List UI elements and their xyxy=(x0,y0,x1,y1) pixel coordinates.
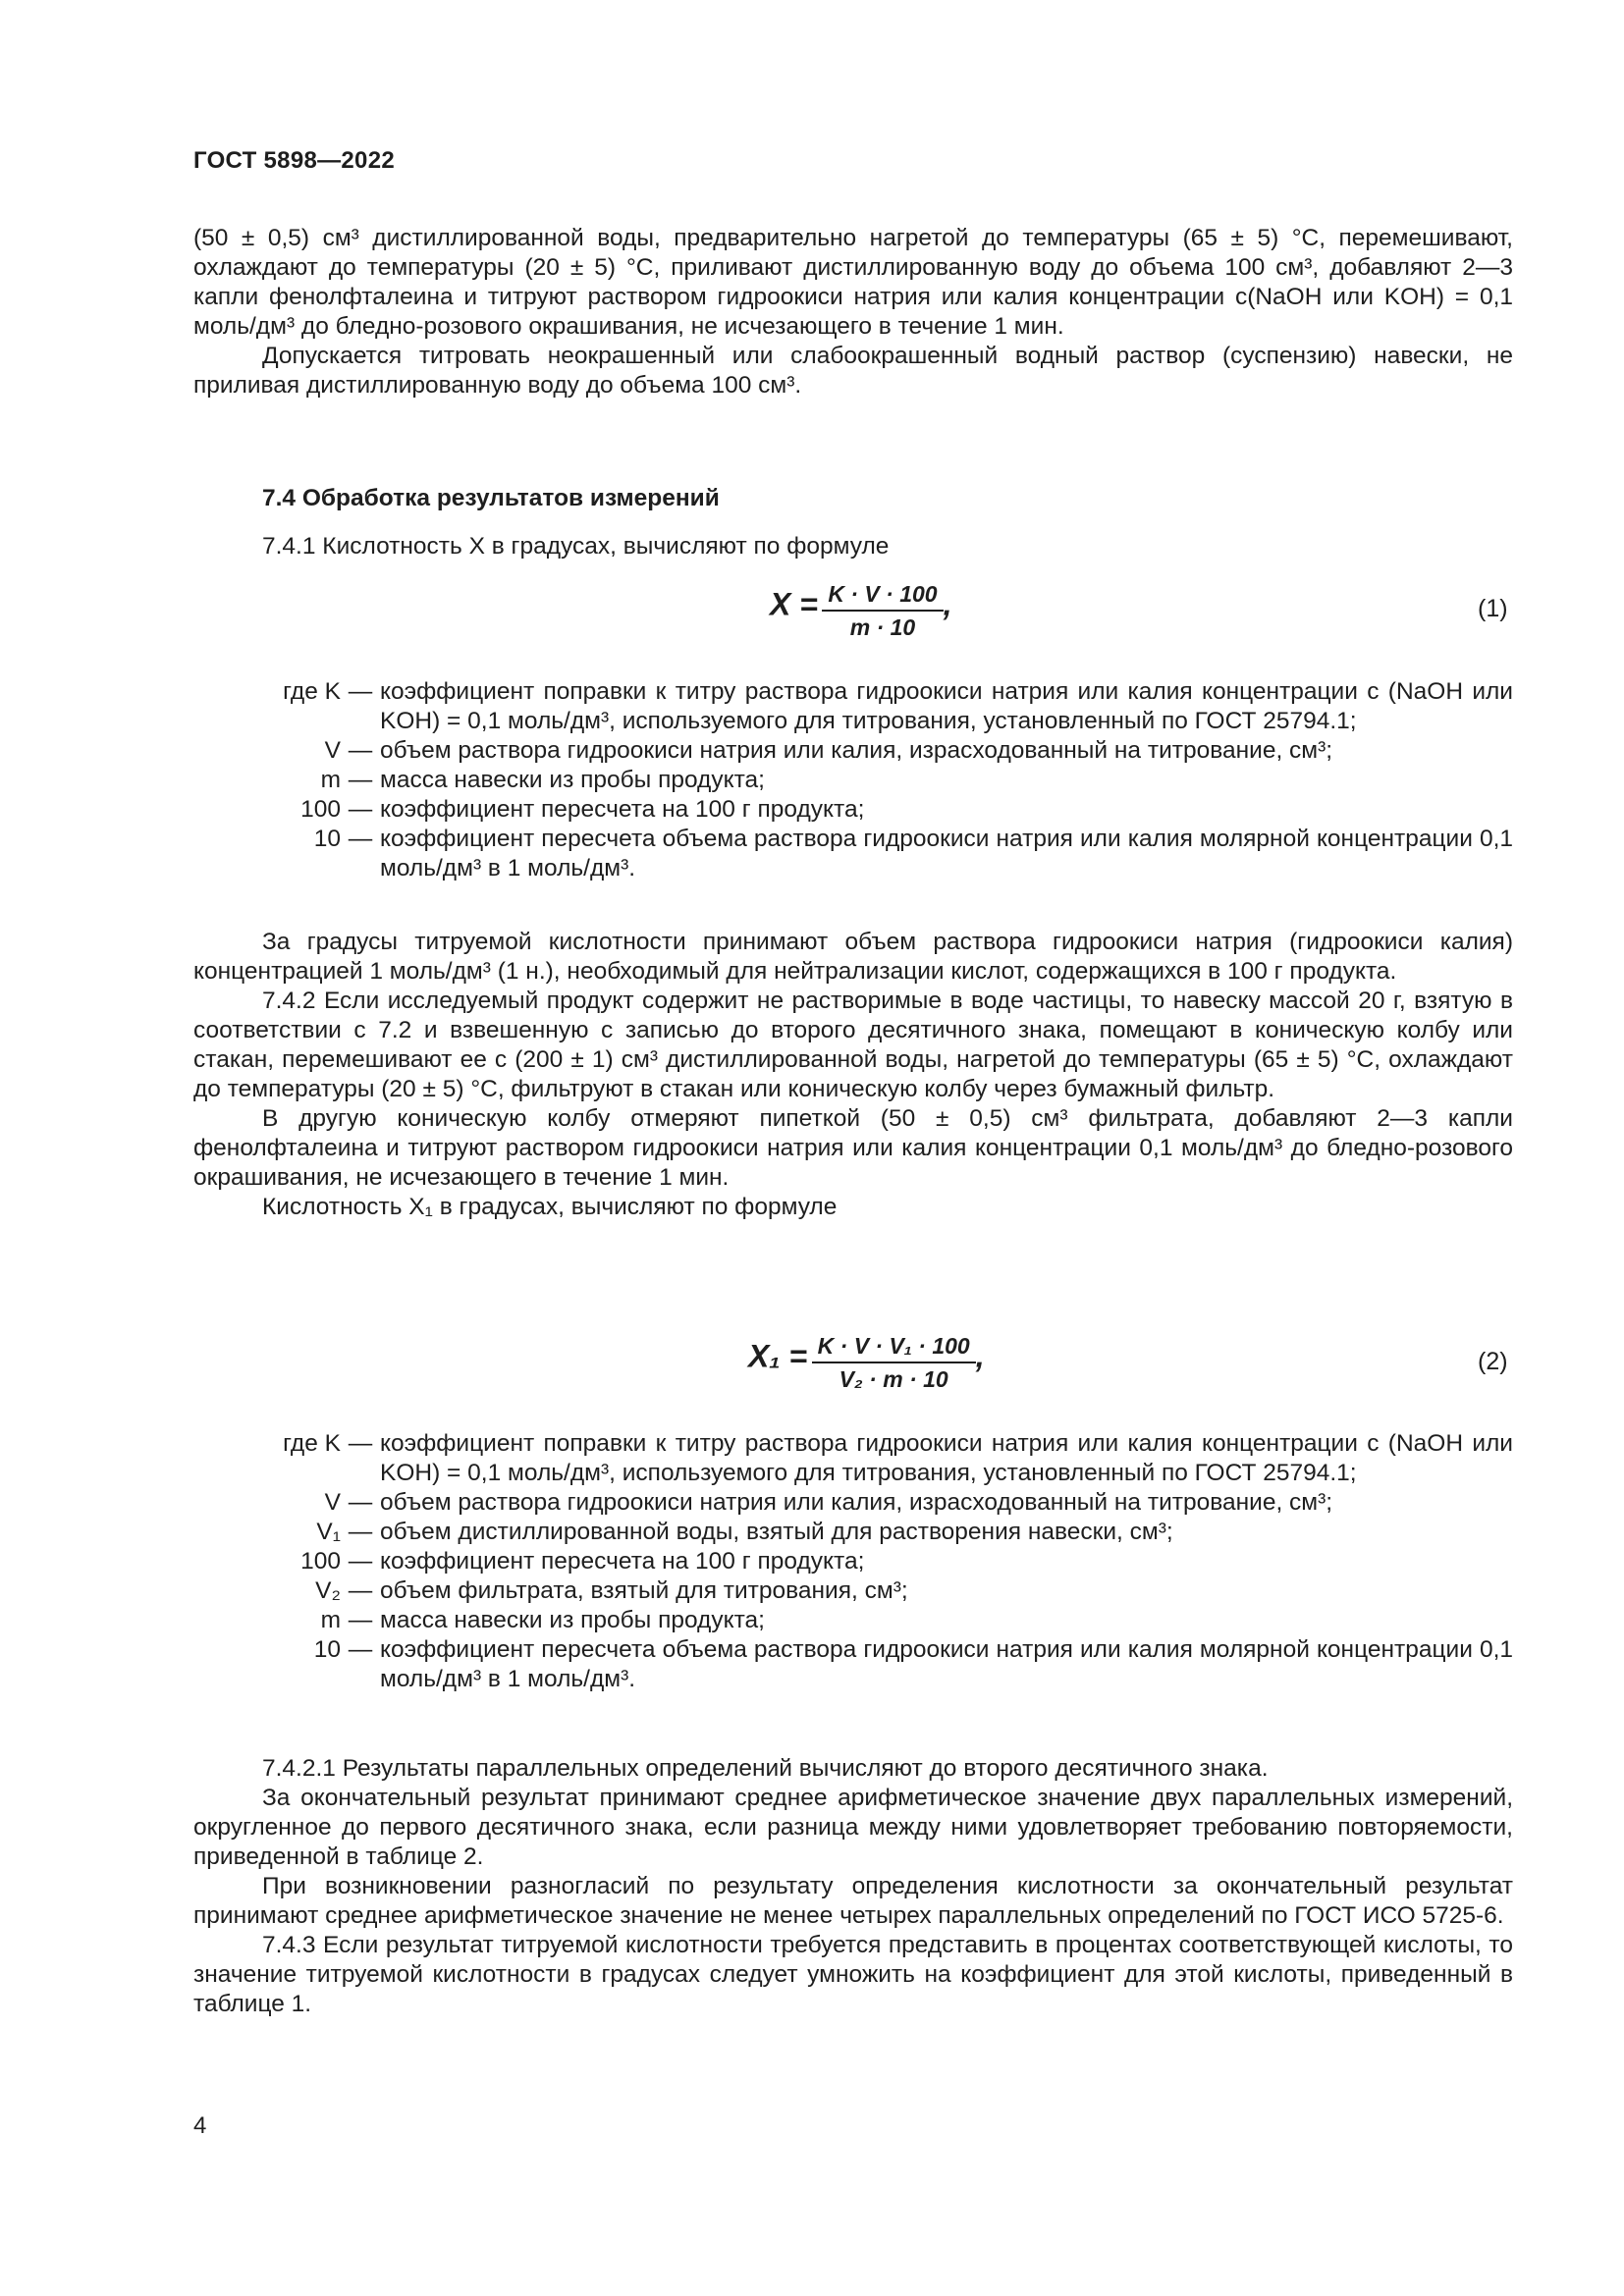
legend-dash: — xyxy=(348,1519,373,1545)
legend-item xyxy=(193,1429,1513,1488)
legend-dash: — xyxy=(348,1607,373,1633)
legend-symbol: m xyxy=(320,767,341,793)
legend-symbol: V₁ xyxy=(316,1519,341,1545)
legend-dash: — xyxy=(348,796,373,823)
formula-1 xyxy=(770,581,951,641)
paragraph: 7.4.3 Если результат титруемой кислотности требуется представить в процентах соответствующей кислоты, то значение титруемой кислотности в градусах следует умножить на коэффициент для этой кислоты, приведенный в таблице 1. xyxy=(193,1932,1513,2017)
legend-text: коэффициент поправки к титру раствора гидроокиси натрия или калия концентрации c (NaOH или KOH) = 0,1 моль/дм³, используемого для титрования, установленный по ГОСТ 25794.1; xyxy=(380,678,1513,734)
formula-2-legend xyxy=(193,1429,1513,1694)
formula-number: (2) xyxy=(1478,1348,1508,1375)
legend-symbol: 100 xyxy=(300,796,341,823)
legend-symbol: где K xyxy=(283,678,341,705)
paragraph: 7.4.1 Кислотность X в градусах, вычисляют по формуле xyxy=(262,533,890,560)
legend-item xyxy=(193,1576,1513,1606)
legend-item xyxy=(193,1606,1513,1635)
legend-text: коэффициент пересчета объема раствора гидроокиси натрия или калия молярной концентрации 0,1 моль/дм³ в 1 моль/дм³. xyxy=(380,1636,1513,1692)
legend-symbol: 100 xyxy=(300,1548,341,1575)
legend-symbol: V₂ xyxy=(315,1577,341,1604)
paragraph: Кислотность X₁ в градусах, вычисляют по формуле xyxy=(262,1194,838,1220)
legend-item xyxy=(193,1635,1513,1694)
legend-text: коэффициент пересчета на 100 г продукта; xyxy=(380,1548,865,1575)
legend-item xyxy=(193,736,1513,766)
paragraph: При возникновении разногласий по результату определения кислотности за окончательный результат принимают среднее арифметическое значение не менее четырех параллельных определений по ГОСТ ИСО 5725-6. xyxy=(193,1873,1513,1929)
formula-trail: , xyxy=(943,586,952,622)
legend-text: объем раствора гидроокиси натрия или калия, израсходованный на титрование, см³; xyxy=(380,1489,1333,1516)
legend-item xyxy=(193,1488,1513,1518)
paragraph: За градусы титруемой кислотности принимают объем раствора гидроокиси натрия (гидроокиси калия) концентрацией 1 моль/дм³ (1 н.), необходимый для нейтрализации кислот, содержащихся в 100 г продукта. xyxy=(193,929,1513,985)
legend-dash: — xyxy=(348,1489,373,1516)
paragraph: 7.4.2.1 Результаты параллельных определений вычисляют до второго десятичного знака. xyxy=(262,1755,1269,1782)
formula-2 xyxy=(748,1333,985,1393)
formula-fraction xyxy=(812,1333,976,1393)
paragraph: За окончательный результат принимают среднее арифметическое значение двух параллельных измерений, округленное до первого десятичного знака, если разница между ними удовлетворяет требованию повторяемости, приведенной в таблице 2. xyxy=(193,1785,1513,1870)
legend-text: объем дистиллированной воды, взятый для растворения навески, см³; xyxy=(380,1519,1173,1545)
page-number: 4 xyxy=(193,2112,207,2139)
legend-text: коэффициент поправки к титру раствора гидроокиси натрия или калия концентрации c (NaOH или KOH) = 0,1 моль/дм³, используемого для титрования, установленный по ГОСТ 25794.1; xyxy=(380,1430,1513,1486)
legend-text: коэффициент пересчета на 100 г продукта; xyxy=(380,796,865,823)
section-heading: 7.4 Обработка результатов измерений xyxy=(262,485,720,511)
legend-text: объем фильтрата, взятый для титрования, см³; xyxy=(380,1577,908,1604)
formula-number: (1) xyxy=(1478,595,1508,622)
closing-text xyxy=(193,1754,1513,2019)
formula-lhs: X₁ = xyxy=(748,1338,808,1374)
legend-text: объем раствора гидроокиси натрия или калия, израсходованный на титрование, см³; xyxy=(380,737,1333,764)
legend-dash: — xyxy=(348,737,373,764)
legend-dash: — xyxy=(348,1430,373,1457)
legend-symbol: 10 xyxy=(313,1636,341,1663)
legend-dash: — xyxy=(348,1548,373,1575)
legend-item xyxy=(193,825,1513,883)
legend-text: масса навески из пробы продукта; xyxy=(380,767,765,793)
legend-dash: — xyxy=(348,678,373,705)
formula-numerator: K · V · V₁ · 100 xyxy=(812,1333,976,1363)
legend-dash: — xyxy=(348,767,373,793)
legend-item xyxy=(193,677,1513,736)
paragraph: Допускается титровать неокрашенный или слабоокрашенный водный раствор (суспензию) навески, не приливая дистиллированную воду до объема 100 см³. xyxy=(193,343,1513,399)
legend-symbol: m xyxy=(320,1607,341,1633)
intro-text xyxy=(193,224,1513,400)
paragraph: 7.4.2 Если исследуемый продукт содержит не растворимые в воде частицы, то навеску массой 20 г, взятую в соответствии с 7.2 и взвешенную с записью до второго десятичного знака, помещают в коническую колбу или стакан, перемешивают ее с (200 ± 1) см³ дистиллированной воды, нагретой до температуры (65 ± 5) °С, охлаждают до температуры (20 ± 5) °С, фильтруют в стакан или коническую колбу через бумажный фильтр. xyxy=(193,988,1513,1102)
legend-text: коэффициент пересчета объема раствора гидроокиси натрия или калия молярной концентрации 0,1 моль/дм³ в 1 моль/дм³. xyxy=(380,826,1513,881)
middle-text xyxy=(193,928,1513,1222)
legend-dash: — xyxy=(348,826,373,852)
legend-symbol: где K xyxy=(283,1430,341,1457)
formula-denominator: m · 10 xyxy=(849,614,916,640)
paragraph: В другую коническую колбу отмеряют пипеткой (50 ± 0,5) см³ фильтрата, добавляют 2—3 капли фенолфталеина и титруют раствором гидроокиси натрия или калия концентрации 0,1 моль/дм³ до бледно-розового окрашивания, не исчезающего в течение 1 мин. xyxy=(193,1105,1513,1191)
formula-fraction xyxy=(822,581,943,641)
legend-dash: — xyxy=(348,1577,373,1604)
legend-text: масса навески из пробы продукта; xyxy=(380,1607,765,1633)
legend-symbol: V xyxy=(324,1489,341,1516)
paragraph: (50 ± 0,5) см³ дистиллированной воды, предварительно нагретой до температуры (65 ± 5) °С, перемешивают, охлаждают до температуры (20 ± 5) °С, приливают дистиллированную воду до объема 100 см³, добавляют 2—3 капли фенолфталеина и титруют раствором гидроокиси натрия или калия концентрации c(NaOH или KOH) = 0,1 моль/дм³ до бледно-розового окрашивания, не исчезающего в течение 1 мин. xyxy=(193,225,1513,340)
legend-item xyxy=(193,795,1513,825)
legend-item xyxy=(193,766,1513,795)
legend-symbol: 10 xyxy=(313,826,341,852)
legend-item xyxy=(193,1518,1513,1547)
formula-denominator: V₂ · m · 10 xyxy=(839,1366,948,1392)
formula-numerator: K · V · 100 xyxy=(822,581,943,612)
formula-lhs: X = xyxy=(770,586,818,622)
formula-trail: , xyxy=(975,1338,985,1374)
legend-symbol: V xyxy=(324,737,341,764)
formula-1-legend xyxy=(193,677,1513,883)
document-header: ГОСТ 5898—2022 xyxy=(193,147,396,174)
legend-dash: — xyxy=(348,1636,373,1663)
legend-item xyxy=(193,1547,1513,1576)
